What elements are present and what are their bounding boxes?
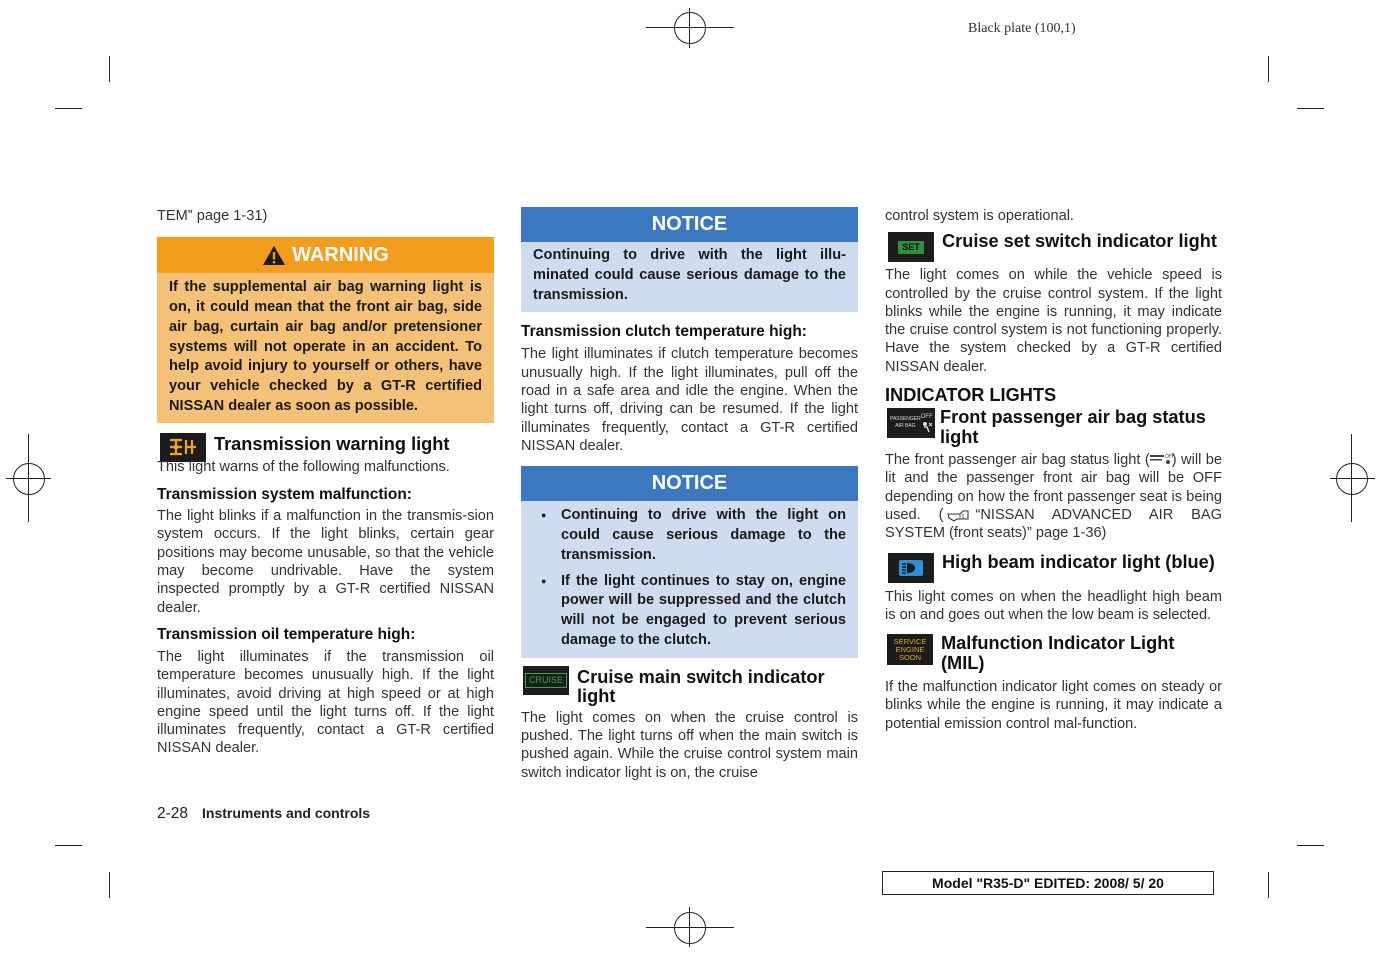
warning-text: If the supplemental air bag warning light is on, it could mean that the front air bag, side air bag, curtain air bag and/or pretensioner systems will not operate in an accident. To help avoid injury to yourself or others, have your vehicle checked by a GT-R certified NISSAN dealer as soon as possible.	[169, 279, 482, 415]
mil-heading	[885, 634, 1222, 673]
notice-item: ● If the light continues to stay on, engine power will be suppressed and the clutch will not be engaged to prevent serious damage to the clutch.	[533, 572, 846, 651]
section-name: Instruments and controls	[202, 805, 371, 821]
passenger-airbag-title: Front passenger air bag status light	[940, 407, 1206, 447]
system-malfunction-text: The light blinks if a malfunction in the transmis-sion system occurs. If the light blinks, certain gear positions may become unusable, so that the vehicle may become undrivable. Have the system inspected promptly by a GT-R certified NISSAN dealer.	[157, 508, 494, 616]
service-engine-soon-icon	[887, 634, 933, 665]
clutch-temperature-heading: Transmission clutch temperature high:	[521, 323, 807, 341]
cruise-icon-label: CRUISE	[525, 673, 567, 688]
notice-item: ● Continuing to drive with the light on could cause serious damage to the transmission.	[533, 506, 846, 565]
cruise-main-heading	[521, 666, 858, 707]
registration-circle-left	[13, 463, 45, 495]
registration-circle-bottom	[674, 912, 706, 944]
passenger-airbag-reference: “NISSAN ADVANCED AIR BAG SYSTEM (front seats)” page 1-36)	[885, 506, 1222, 542]
cruise-main-icon	[523, 666, 569, 695]
high-beam-title: High beam indicator light (blue)	[942, 551, 1215, 572]
crop-mark	[109, 56, 110, 82]
off-icon-label: OFF	[920, 413, 933, 420]
high-beam-icon	[888, 553, 934, 583]
passenger-airbag-icon	[887, 408, 935, 438]
cruise-set-text: The light comes on while the vehicle speed is controlled by the cruise control system. If the light blinks while the engine is running, it may indicate the cruise control system is not functioning properly. Have the system checked by a GT-R certified NISSAN dealer.	[885, 267, 1222, 375]
passenger-airbag-heading	[885, 408, 1222, 447]
crop-mark	[1297, 108, 1324, 109]
page-footer	[157, 805, 370, 823]
crop-mark	[1268, 872, 1269, 898]
airbag-icon-label: AIR BAG	[895, 423, 916, 430]
seat-airbag-icon	[921, 421, 933, 433]
warning-header	[157, 237, 494, 273]
indicator-lights-section-title: INDICATOR LIGHTS	[885, 385, 1057, 406]
cruise-set-icon	[888, 232, 934, 262]
oil-temperature-text: The light illuminates if the transmission oil temperature becomes unusually high. If the light illuminates, avoid driving at high speed or at high engine speed until the light turns off. If the light illuminates frequently, contact a GT-R certified NISSAN dealer.	[157, 648, 494, 757]
notice-text-1: Continuing to drive with the light illu-minated could cause serious damage to the transmission.	[533, 247, 846, 303]
column3-lead-text: control system is operational.	[885, 208, 1074, 224]
high-beam-heading	[885, 553, 1222, 583]
passenger-airbag-text	[885, 451, 1222, 542]
mil-title: Malfunction Indicator Light (MIL)	[941, 633, 1175, 673]
crop-mark	[1297, 845, 1324, 846]
notice-box-2	[521, 466, 858, 658]
cruise-main-title: Cruise main switch indicator light	[577, 666, 825, 707]
crop-mark	[55, 845, 82, 846]
high-beam-text: This light comes on when the headlight high beam is on and goes out when the low beam is selected.	[885, 588, 1222, 623]
warning-title: WARNING	[292, 243, 389, 266]
crop-mark	[55, 108, 82, 109]
crop-mark	[1268, 56, 1269, 82]
notice-box-1	[521, 207, 858, 312]
column-2	[521, 207, 858, 782]
passenger-airbag-text-part-1: The front passenger air bag status light (	[885, 452, 1150, 469]
engine-icon-label: ENGINE	[895, 644, 925, 654]
column-3	[885, 205, 1222, 733]
set-icon-label: SET	[898, 241, 924, 254]
clutch-temperature-text: The light illuminates if clutch temperature becomes unusually high. If the light illuminates, pull off the road in a safe area and idle the engine. When the light turns off, driving can be resumed. If the light illuminates frequently, contact a GT-R certified NISSAN dealer.	[521, 346, 858, 454]
model-edit-box: Model "R35-D" EDITED: 2008/ 5/ 20	[882, 871, 1214, 895]
warning-triangle-icon	[262, 245, 286, 266]
service-icon-label: SERVICE	[893, 636, 927, 646]
notice-header-2: NOTICE	[521, 466, 858, 501]
registration-circle-top	[674, 12, 706, 44]
cruise-main-text: The light comes on when the cruise control is pushed. The light turns off when the main switch is pushed again. While the cruise control system main switch indicator light is on, the cruise	[521, 709, 858, 781]
inline-passenger-airbag-icon	[1150, 452, 1175, 466]
cruise-set-title: Cruise set switch indicator light	[942, 231, 1217, 252]
passenger-icon-label: PASSENGER	[890, 416, 921, 423]
notice-header-1: NOTICE	[521, 207, 858, 242]
page-number: 2-28	[157, 805, 189, 822]
svg-text:OFF: OFF	[1164, 454, 1175, 461]
transmission-warning-intro: This light warns of the following malfunctions.	[157, 458, 450, 475]
notice-list-2	[521, 501, 858, 658]
system-malfunction-heading: Transmission system malfunction:	[157, 486, 412, 504]
plate-label: Black plate (100,1)	[968, 21, 1076, 36]
warning-box	[157, 237, 494, 423]
column-1	[157, 205, 494, 758]
transmission-warning-title: Transmission warning light	[214, 433, 450, 454]
oil-temperature-heading: Transmission oil temperature high:	[157, 625, 416, 643]
mil-text: If the malfunction indicator light comes on steady or blinks while the engine is running, it may indicate a potential emission control mal-function.	[885, 679, 1222, 732]
passenger-airbag-text-part-2: ) will be lit and the passenger front air bag will be OFF depending on how the front passenger seat is being used. (	[885, 452, 1222, 523]
soon-icon-label: SOON	[898, 652, 922, 662]
cruise-set-heading	[885, 232, 1222, 262]
crop-mark	[109, 872, 110, 898]
pointing-hand-icon	[946, 506, 972, 522]
registration-circle-right	[1336, 463, 1368, 495]
lead-text: TEM” page 1-31)	[157, 208, 268, 224]
